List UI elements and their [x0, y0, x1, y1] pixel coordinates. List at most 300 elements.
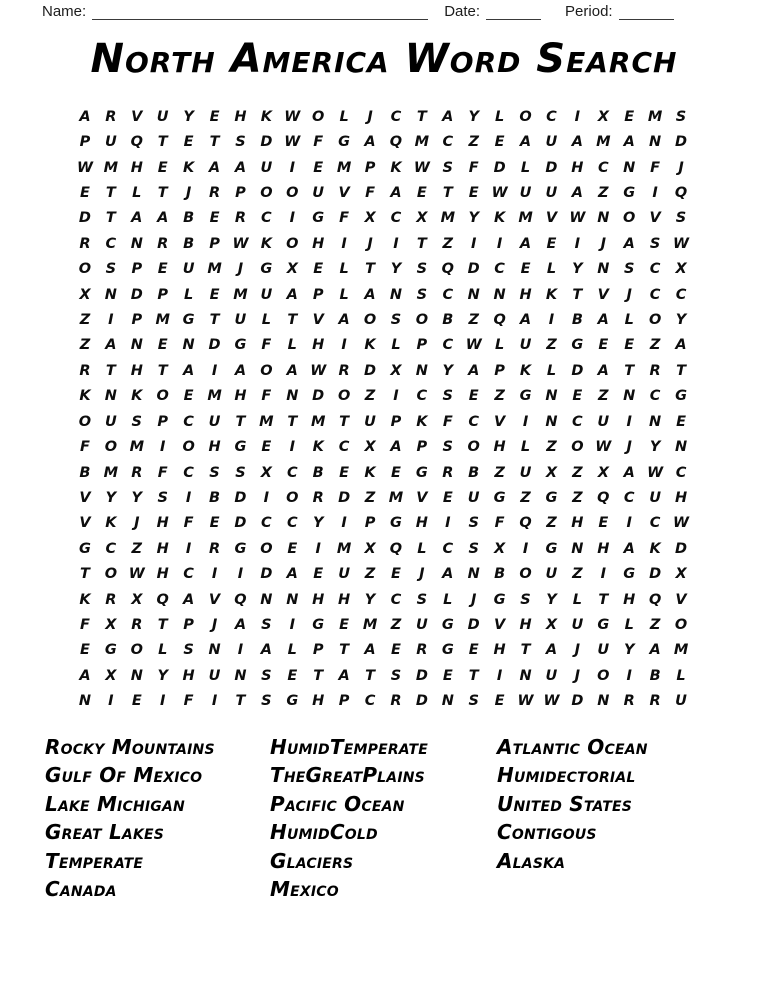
- grid-letter: F: [339, 210, 350, 227]
- grid-letter: O: [104, 566, 118, 583]
- grid-letter: T: [416, 108, 427, 125]
- grid-letter: T: [416, 235, 427, 252]
- grid-letter: W: [232, 235, 249, 252]
- grid-letter: J: [134, 515, 140, 532]
- grid-letter: G: [234, 540, 247, 557]
- grid-letter: U: [519, 464, 532, 481]
- grid-letter: S: [235, 134, 246, 151]
- grid-letter: V: [338, 184, 350, 201]
- grid-letter: W: [569, 210, 586, 227]
- grid-letter: O: [571, 439, 584, 456]
- grid-letter: L: [391, 337, 401, 354]
- grid-letter: B: [312, 464, 324, 481]
- grid-letter: W: [413, 159, 430, 176]
- grid-letter: L: [572, 591, 582, 608]
- grid-letter: M: [233, 286, 248, 303]
- grid-letter: Q: [389, 540, 403, 557]
- grid-letter: D: [364, 362, 377, 379]
- grid-letter: J: [626, 286, 632, 303]
- grid-letter: G: [441, 617, 454, 634]
- grid-letter: T: [520, 642, 531, 659]
- grid-letter: G: [571, 337, 584, 354]
- grid-letter: N: [182, 337, 195, 354]
- grid-letter: G: [182, 312, 195, 329]
- period-label: Period:: [565, 3, 613, 20]
- grid-letter: M: [336, 159, 352, 176]
- grid-letter: I: [548, 312, 555, 329]
- word-list-item: Glaciers: [270, 848, 354, 873]
- grid-letter: M: [362, 617, 378, 634]
- grid-letter: J: [367, 235, 373, 252]
- grid-letter: N: [260, 591, 273, 608]
- grid-letter: H: [130, 362, 143, 379]
- grid-letter: Z: [649, 337, 661, 354]
- grid-letter: Q: [493, 312, 506, 329]
- grid-letter: L: [520, 159, 531, 176]
- grid-letter: D: [78, 210, 91, 227]
- grid-letter: Z: [572, 489, 583, 506]
- grid-letter: Z: [494, 464, 505, 481]
- grid-letter: Y: [105, 489, 117, 506]
- grid-letter: M: [155, 312, 170, 329]
- grid-letter: I: [600, 566, 606, 583]
- grid-letter: P: [416, 439, 428, 456]
- grid-letter: M: [103, 464, 119, 481]
- grid-letter: I: [496, 667, 503, 684]
- grid-letter: B: [183, 210, 195, 227]
- grid-letter: T: [572, 286, 583, 303]
- grid-letter: O: [182, 439, 195, 456]
- grid-letter: P: [79, 134, 91, 151]
- grid-letter: W: [647, 464, 664, 481]
- grid-letter: N: [545, 388, 558, 405]
- date-label: Date:: [444, 3, 481, 20]
- grid-letter: O: [104, 439, 118, 456]
- grid-letter: K: [260, 235, 272, 252]
- grid-letter: S: [520, 591, 531, 608]
- grid-letter: Z: [390, 617, 402, 634]
- grid-letter: A: [286, 566, 298, 583]
- grid-letter: V: [545, 210, 558, 227]
- grid-letter: I: [185, 489, 192, 506]
- grid-letter: B: [183, 235, 195, 252]
- grid-letter: T: [157, 184, 168, 201]
- grid-letter: S: [235, 464, 246, 481]
- grid-letter: K: [79, 591, 91, 608]
- grid-letter: W: [595, 439, 612, 456]
- grid-letter: U: [364, 413, 376, 430]
- grid-letter: T: [287, 413, 298, 430]
- grid-letter: J: [185, 184, 192, 201]
- grid-letter: P: [416, 337, 428, 354]
- grid-letter: W: [284, 134, 301, 151]
- grid-letter: E: [287, 540, 298, 557]
- grid-letter: C: [286, 515, 298, 532]
- grid-letter: Z: [79, 337, 91, 354]
- grid-letter: G: [234, 337, 247, 354]
- grid-letter: K: [105, 515, 117, 532]
- grid-letter: H: [312, 693, 325, 710]
- grid-letter: C: [364, 693, 376, 710]
- grid-letter: V: [494, 413, 506, 430]
- grid-letter: E: [416, 184, 427, 201]
- grid-letter: X: [597, 464, 609, 481]
- grid-letter: W: [491, 184, 508, 201]
- grid-letter: C: [390, 591, 402, 608]
- grid-letter: E: [598, 515, 609, 532]
- grid-letter: W: [517, 693, 534, 710]
- grid-letter: H: [312, 235, 325, 252]
- grid-letter: E: [157, 261, 168, 278]
- grid-letter: K: [649, 540, 661, 557]
- grid-letter: W: [284, 108, 301, 125]
- grid-letter: Q: [130, 134, 143, 151]
- grid-letter: H: [519, 617, 532, 634]
- grid-letter: M: [388, 489, 404, 506]
- grid-letter: Q: [234, 591, 247, 608]
- grid-letter: M: [336, 540, 352, 557]
- grid-letter: C: [261, 210, 272, 227]
- grid-letter: A: [260, 642, 272, 659]
- grid-letter: E: [442, 667, 453, 684]
- grid-letter: C: [105, 540, 117, 557]
- grid-letter: N: [519, 667, 532, 684]
- word-list-item: Temperate: [45, 848, 144, 873]
- grid-letter: M: [207, 388, 222, 405]
- grid-letter: S: [675, 108, 687, 125]
- grid-letter: G: [104, 642, 117, 659]
- grid-letter: I: [185, 540, 192, 557]
- grid-letter: R: [79, 362, 91, 379]
- grid-letter: E: [520, 261, 531, 278]
- grid-letter: G: [286, 693, 299, 710]
- grid-letter: G: [79, 540, 91, 557]
- grid-letter: I: [574, 235, 581, 252]
- grid-letter: E: [572, 388, 583, 405]
- grid-letter: U: [597, 413, 610, 430]
- grid-letter: T: [105, 210, 116, 227]
- grid-letter: N: [130, 337, 143, 354]
- grid-letter: E: [339, 464, 350, 481]
- grid-letter: N: [649, 134, 662, 151]
- grid-letter: R: [623, 693, 635, 710]
- grid-letter: I: [289, 439, 295, 456]
- grid-letter: Z: [364, 489, 376, 506]
- word-list-item: TheGreatPlains: [270, 763, 425, 788]
- grid-letter: B: [79, 464, 91, 481]
- grid-letter: F: [313, 134, 324, 151]
- grid-letter: D: [234, 515, 247, 532]
- grid-letter: E: [80, 184, 90, 201]
- word-list-item: Great Lakes: [45, 820, 165, 845]
- grid-letter: T: [287, 312, 298, 329]
- grid-letter: D: [467, 261, 480, 278]
- grid-letter: L: [339, 108, 349, 125]
- grid-letter: O: [415, 312, 429, 329]
- grid-letter: O: [597, 667, 610, 684]
- grid-letter: N: [234, 667, 247, 684]
- grid-letter: I: [108, 312, 114, 329]
- grid-letter: O: [260, 362, 273, 379]
- grid-letter: D: [415, 667, 428, 684]
- grid-letter: O: [156, 388, 169, 405]
- grid-letter: I: [289, 210, 295, 227]
- grid-letter: K: [364, 464, 376, 481]
- grid-letter: Q: [674, 184, 688, 201]
- grid-letter: H: [312, 337, 325, 354]
- grid-letter: P: [157, 286, 169, 303]
- grid-letter: D: [208, 337, 221, 354]
- grid-letter: L: [287, 642, 297, 659]
- grid-letter: S: [105, 261, 117, 278]
- grid-letter: E: [546, 235, 557, 252]
- grid-letter: N: [389, 286, 403, 303]
- grid-letter: S: [675, 210, 687, 227]
- grid-letter: U: [545, 667, 558, 684]
- grid-letter: D: [312, 388, 325, 405]
- grid-letter: V: [675, 591, 687, 608]
- grid-letter: A: [468, 362, 480, 379]
- grid-letter: P: [209, 235, 220, 252]
- grid-letter: I: [522, 413, 529, 430]
- grid-letter: N: [649, 413, 662, 430]
- grid-letter: R: [312, 489, 324, 506]
- grid-letter: O: [260, 184, 273, 201]
- grid-letter: I: [315, 540, 321, 557]
- grid-letter: L: [494, 337, 505, 354]
- grid-letter: W: [310, 362, 327, 379]
- grid-letter: Z: [546, 337, 557, 354]
- grid-letter: P: [157, 413, 169, 430]
- grid-letter: L: [261, 312, 271, 329]
- grid-letter: D: [571, 693, 584, 710]
- grid-letter: A: [338, 312, 350, 329]
- grid-letter: R: [131, 464, 143, 481]
- grid-letter: D: [545, 159, 558, 176]
- grid-letter: O: [337, 388, 351, 405]
- grid-letter: I: [470, 235, 477, 252]
- grid-letter: C: [649, 515, 661, 532]
- grid-letter: M: [259, 413, 274, 430]
- grid-letter: Z: [572, 464, 583, 481]
- grid-letter: A: [675, 337, 687, 354]
- grid-letter: C: [390, 210, 402, 227]
- grid-letter: T: [209, 312, 220, 329]
- grid-letter: Z: [468, 134, 479, 151]
- grid-letter: E: [598, 337, 609, 354]
- grid-letter: S: [261, 693, 272, 710]
- grid-letter: Q: [156, 591, 169, 608]
- grid-letter: E: [209, 108, 220, 125]
- grid-letter: U: [519, 184, 532, 201]
- grid-letter: G: [234, 439, 247, 456]
- name-label: Name:: [42, 3, 87, 20]
- grid-letter: N: [130, 235, 143, 252]
- grid-letter: I: [496, 235, 503, 252]
- grid-letter: O: [286, 489, 299, 506]
- grid-letter: O: [130, 642, 143, 659]
- grid-letter: S: [261, 617, 272, 634]
- grid-letter: A: [131, 210, 143, 227]
- grid-letter: I: [574, 108, 581, 125]
- grid-letter: E: [494, 134, 505, 151]
- grid-letter: V: [131, 108, 143, 125]
- grid-letter: G: [389, 515, 402, 532]
- grid-letter: E: [468, 388, 479, 405]
- grid-letter: Y: [468, 108, 479, 125]
- grid-letter: S: [468, 515, 479, 532]
- grid-letter: N: [493, 286, 506, 303]
- grid-letter: R: [208, 184, 221, 201]
- grid-letter: M: [103, 159, 119, 176]
- grid-letter: E: [209, 286, 220, 303]
- word-list-item: United States: [497, 791, 633, 816]
- grid-letter: P: [131, 312, 143, 329]
- grid-letter: R: [649, 362, 661, 379]
- grid-letter: H: [597, 540, 610, 557]
- grid-letter: W: [128, 566, 145, 583]
- grid-letter: R: [157, 235, 169, 252]
- grid-letter: N: [286, 591, 299, 608]
- grid-letter: J: [574, 667, 581, 684]
- grid-letter: L: [158, 642, 168, 659]
- grid-letter: I: [237, 566, 244, 583]
- grid-letter: A: [234, 362, 247, 379]
- grid-letter: Z: [494, 388, 505, 405]
- grid-letter: T: [209, 134, 220, 151]
- grid-letter: J: [211, 617, 218, 634]
- grid-letter: I: [263, 489, 270, 506]
- grid-letter: U: [415, 617, 428, 634]
- grid-letter: B: [468, 464, 480, 481]
- grid-letter: F: [494, 515, 505, 532]
- grid-letter: F: [157, 464, 168, 481]
- grid-letter: D: [493, 159, 506, 176]
- grid-letter: Z: [546, 439, 557, 456]
- grid-letter: L: [339, 286, 349, 303]
- grid-letter: C: [649, 261, 661, 278]
- grid-letter: T: [313, 667, 324, 684]
- grid-letter: B: [649, 667, 661, 684]
- grid-letter: Q: [441, 261, 454, 278]
- grid-letter: H: [156, 540, 169, 557]
- grid-letter: I: [393, 235, 399, 252]
- grid-letter: V: [79, 489, 91, 506]
- grid-letter: K: [312, 439, 324, 456]
- grid-letter: J: [237, 261, 244, 278]
- grid-letter: G: [312, 210, 325, 227]
- grid-letter: H: [182, 667, 195, 684]
- grid-letter: H: [208, 439, 221, 456]
- grid-letter: O: [648, 312, 662, 329]
- grid-letter: U: [571, 617, 584, 634]
- page-title: North America Word Search: [90, 36, 678, 82]
- grid-letter: E: [339, 617, 350, 634]
- grid-letter: E: [468, 642, 479, 659]
- grid-letter: A: [597, 312, 609, 329]
- grid-letter: U: [545, 184, 558, 201]
- grid-letter: E: [494, 693, 505, 710]
- grid-letter: U: [519, 337, 532, 354]
- grid-letter: H: [156, 515, 169, 532]
- word-list-item: Humidectorial: [497, 763, 636, 788]
- grid-letter: E: [183, 388, 194, 405]
- grid-letter: A: [79, 667, 91, 684]
- grid-letter: D: [130, 286, 143, 303]
- grid-letter: L: [676, 667, 686, 684]
- grid-letter: G: [260, 261, 273, 278]
- grid-letter: I: [159, 693, 166, 710]
- grid-letter: H: [312, 591, 325, 608]
- grid-letter: C: [675, 464, 687, 481]
- grid-letter: A: [623, 235, 635, 252]
- grid-letter: U: [338, 566, 350, 583]
- grid-letter: P: [312, 642, 324, 659]
- grid-letter: E: [157, 337, 168, 354]
- grid-letter: N: [286, 388, 299, 405]
- word-list-item: Alaska: [497, 848, 566, 873]
- grid-letter: X: [545, 464, 558, 481]
- grid-letter: U: [312, 184, 325, 201]
- grid-letter: G: [493, 591, 506, 608]
- grid-letter: H: [234, 108, 247, 125]
- grid-letter: L: [494, 108, 505, 125]
- grid-letter: E: [390, 642, 401, 659]
- grid-letter: L: [132, 184, 142, 201]
- grid-letter: H: [519, 286, 532, 303]
- grid-letter: F: [468, 159, 479, 176]
- grid-letter: I: [393, 388, 399, 405]
- grid-letter: A: [545, 642, 558, 659]
- grid-letter: A: [519, 312, 532, 329]
- grid-letter: X: [364, 210, 376, 227]
- grid-letter: L: [546, 362, 557, 379]
- grid-letter: G: [545, 489, 558, 506]
- grid-letter: N: [674, 439, 688, 456]
- grid-letter: C: [597, 159, 609, 176]
- grid-letter: A: [442, 108, 454, 125]
- grid-letter: K: [182, 159, 195, 176]
- grid-letter: O: [286, 235, 299, 252]
- grid-letter: S: [468, 693, 479, 710]
- grid-letter: I: [211, 566, 218, 583]
- grid-letter: E: [209, 210, 220, 227]
- grid-letter: T: [157, 617, 168, 634]
- grid-letter: W: [673, 515, 690, 532]
- grid-letter: C: [442, 337, 454, 354]
- grid-letter: C: [442, 286, 454, 303]
- grid-letter: A: [623, 464, 635, 481]
- grid-letter: I: [626, 667, 632, 684]
- grid-letter: T: [468, 667, 479, 684]
- grid-letter: X: [131, 591, 143, 608]
- grid-letter: A: [183, 362, 195, 379]
- grid-letter: H: [571, 159, 584, 176]
- grid-letter: J: [600, 235, 606, 252]
- grid-letter: I: [211, 362, 218, 379]
- grid-letter: S: [442, 159, 453, 176]
- grid-letter: X: [597, 108, 609, 125]
- grid-letter: K: [519, 362, 532, 379]
- grid-letter: O: [623, 210, 636, 227]
- grid-letter: N: [104, 388, 117, 405]
- grid-letter: U: [234, 312, 247, 329]
- grid-letter: U: [104, 134, 117, 151]
- grid-letter: A: [234, 159, 247, 176]
- grid-letter: H: [338, 591, 351, 608]
- grid-letter: N: [597, 693, 610, 710]
- grid-letter: Z: [79, 312, 91, 329]
